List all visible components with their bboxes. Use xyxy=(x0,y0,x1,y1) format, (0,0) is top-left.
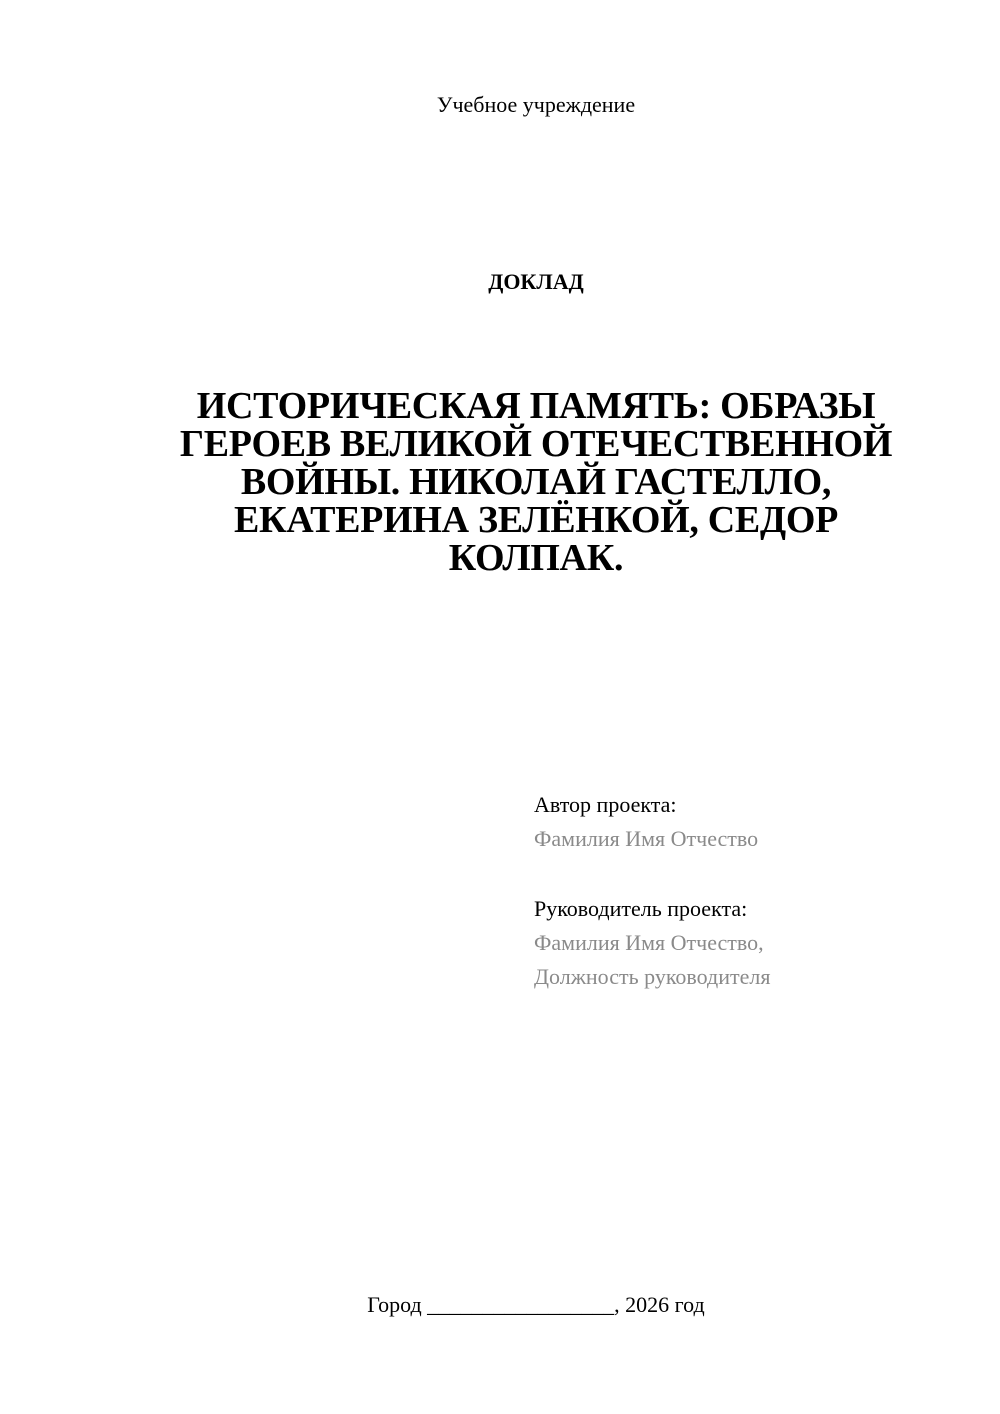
author-label: Автор проекта: xyxy=(534,792,677,817)
document-type: ДОКЛАД xyxy=(488,269,584,294)
document-title: ИСТОРИЧЕСКАЯ ПАМЯТЬ: ОБРАЗЫ ГЕРОЕВ ВЕЛИКОЙ ОТЕЧЕСТВЕННОЙ ВОЙНЫ. НИКОЛАЙ ГАСТЕЛЛО, ЕКАТЕРИНА ЗЕЛЁНКОЙ, СЕДОР КОЛПАК. xyxy=(179,385,893,579)
authors-block xyxy=(534,788,974,994)
institution-name: Учебное учреждение xyxy=(436,92,636,117)
author-name: Фамилия Имя Отчество xyxy=(534,826,759,851)
authors-spacer xyxy=(534,856,974,892)
city-year-footer: Город _________________, 2026 год xyxy=(367,1292,705,1317)
supervisor-name: Фамилия Имя Отчество, xyxy=(534,930,764,955)
supervisor-position: Должность руководителя xyxy=(534,964,771,989)
supervisor-label: Руководитель проекта: xyxy=(534,896,748,921)
